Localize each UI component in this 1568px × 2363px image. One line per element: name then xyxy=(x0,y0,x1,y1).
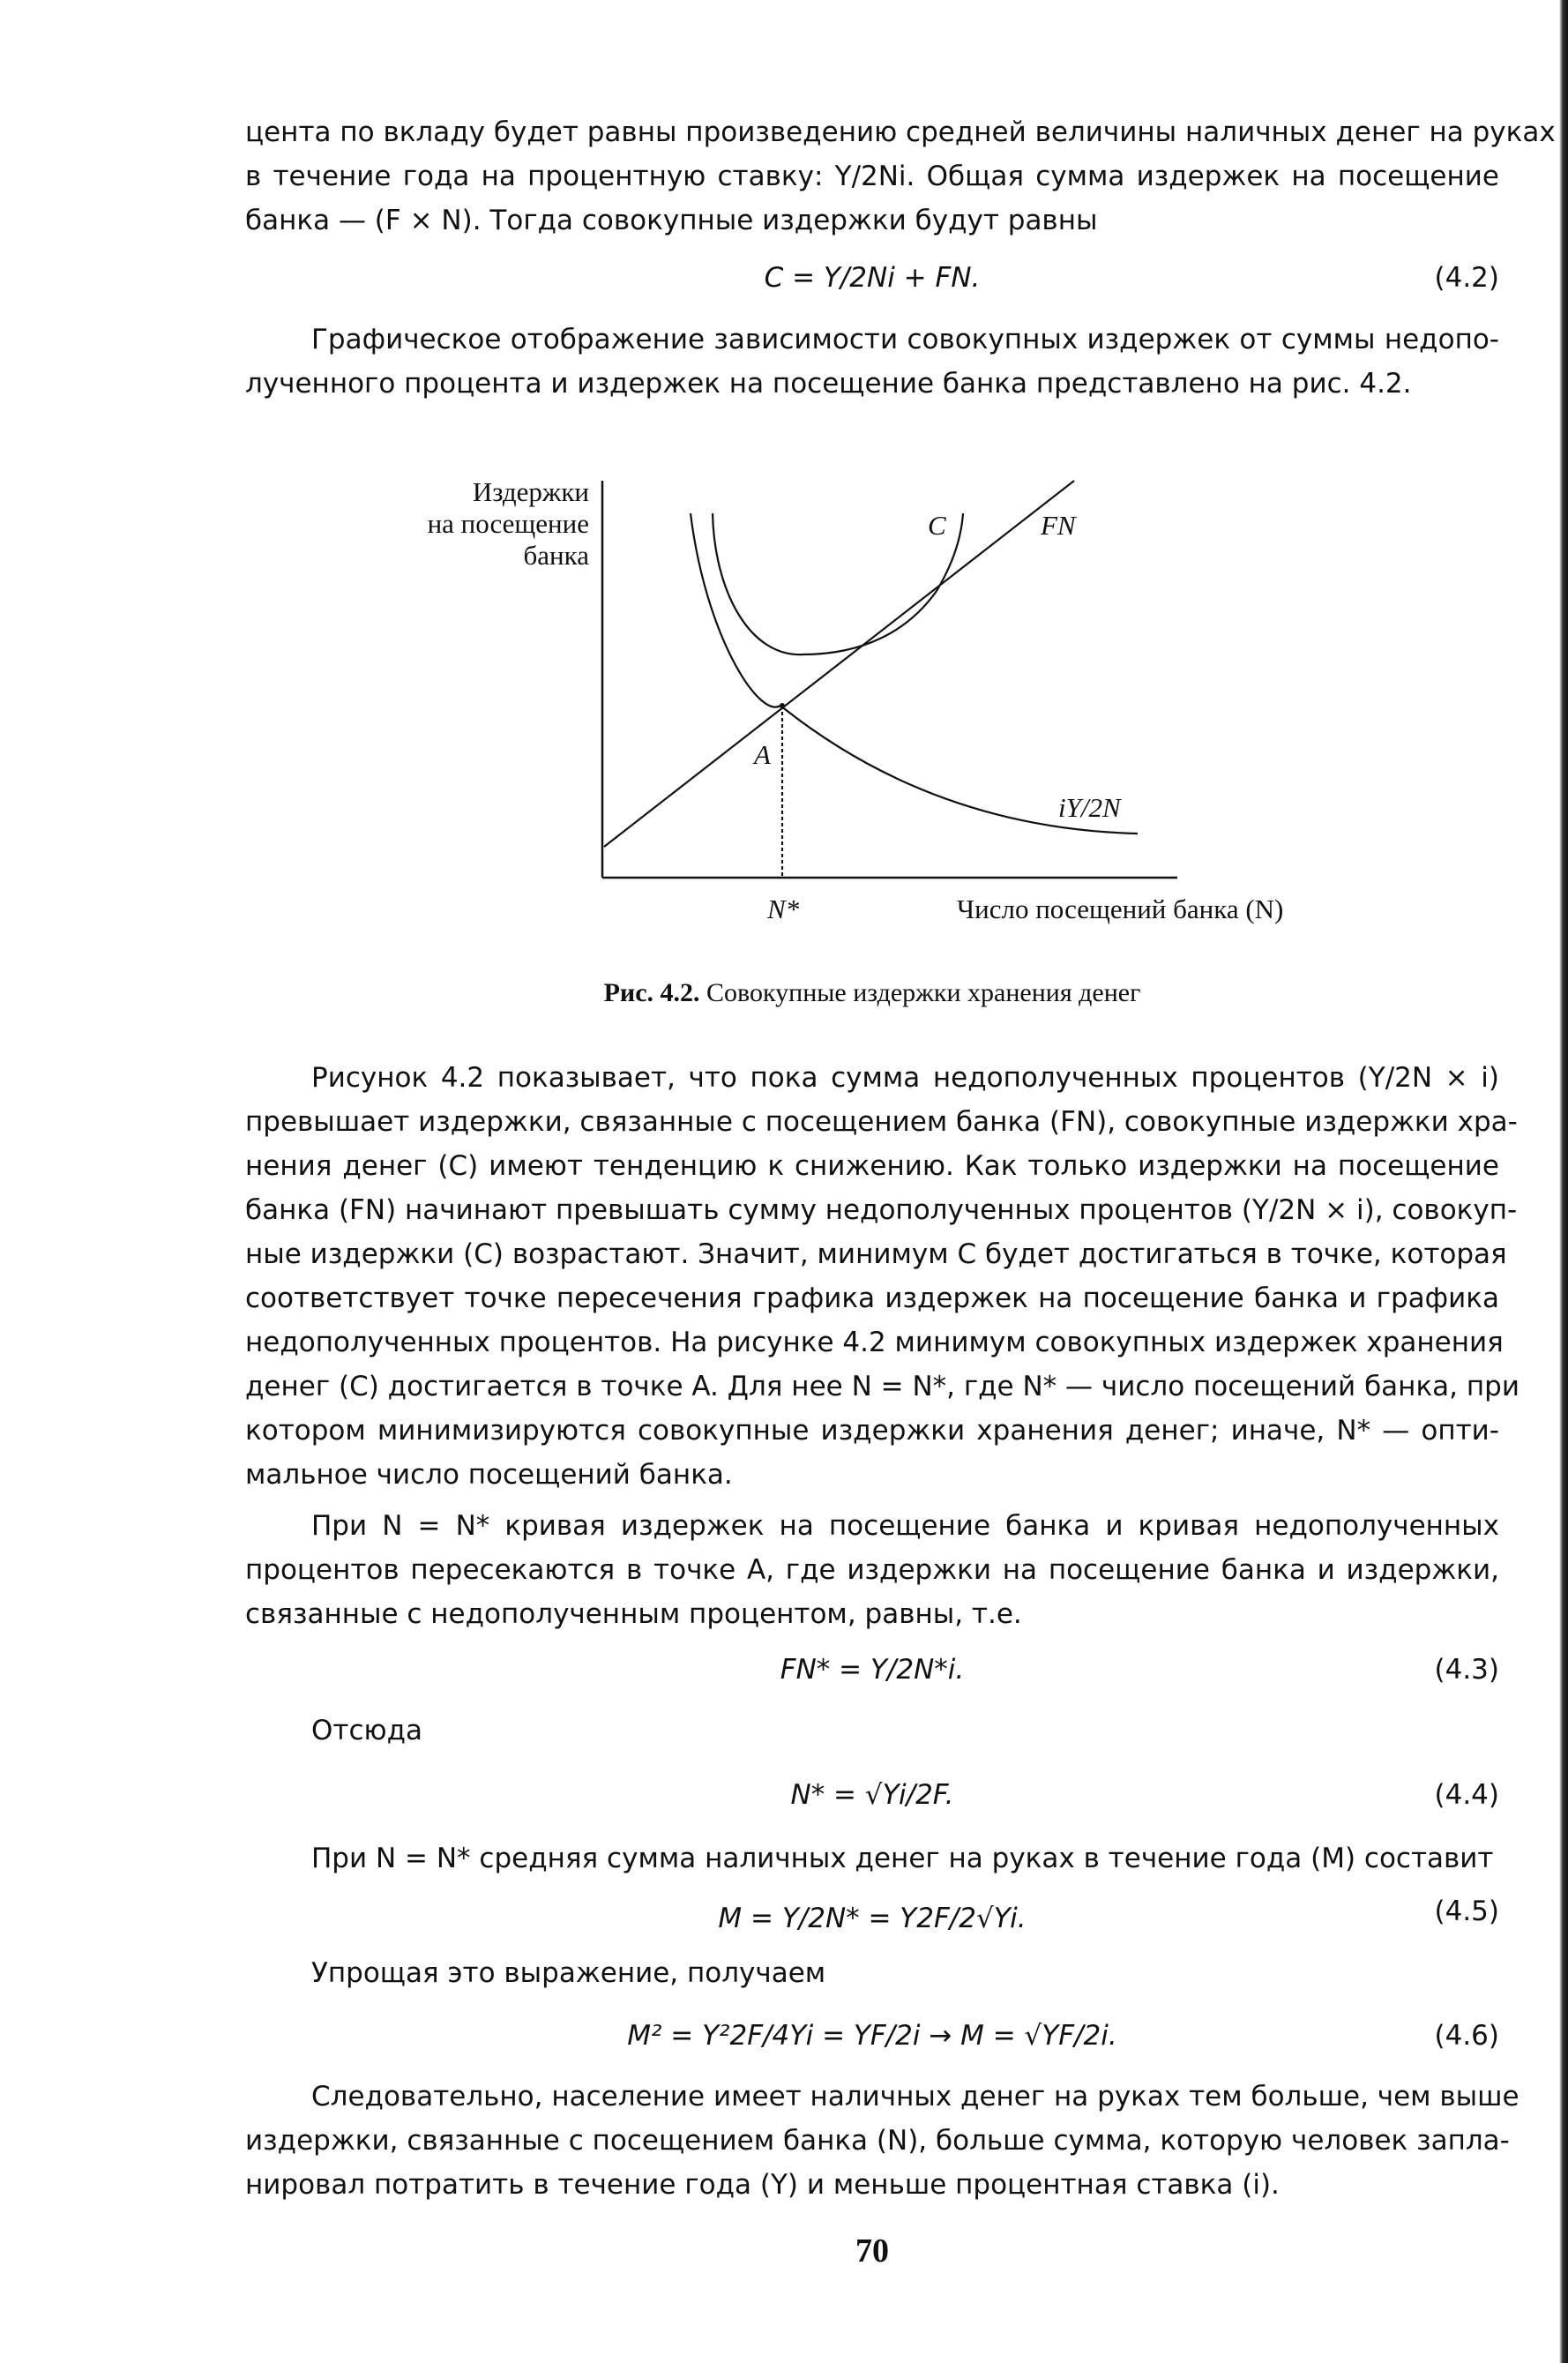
equation-4-5 xyxy=(245,1896,1499,1941)
paragraph-6 xyxy=(245,1836,1499,1881)
text-line: издержки, связанные с посещением банка (N), больше сумма, которую человек запла- xyxy=(245,2125,1510,2157)
text-line: лученного процента и издержек на посещение банка представлено на рис. 4.2. xyxy=(245,368,1412,400)
equation-4-2 xyxy=(245,256,1499,300)
text-line: недополученных процентов. На рисунке 4.2 минимум совокупных издержек хранения xyxy=(245,1327,1504,1358)
text-line: Графическое отображение зависимости совокупных издержек от суммы недопо- xyxy=(311,324,1499,355)
text-line: При N = N* средняя сумма наличных денег на руках в течение года (M) составит xyxy=(311,1843,1494,1874)
total-cost-curve xyxy=(713,513,963,654)
curve-interest-label: iY/2N xyxy=(1058,792,1121,823)
equation-4-4 xyxy=(245,1773,1499,1817)
figure-caption xyxy=(245,976,1499,1011)
equation-number: (4.2) xyxy=(1434,262,1499,294)
cost-chart xyxy=(0,459,1568,953)
figure-4-2 xyxy=(0,459,1568,953)
x-axis-label: Число посещений банка (N) xyxy=(957,894,1284,924)
text-line: связанные с недополученным процентом, равны, т.е. xyxy=(245,1598,1022,1630)
curve-fn-label: FN xyxy=(1041,510,1076,541)
equation-number: (4.5) xyxy=(1434,1896,1499,1927)
point-a-marker xyxy=(780,703,785,708)
text-line: соответствует точке пересечения графика издержек на посещение банка и графика xyxy=(245,1282,1499,1314)
y-axis-label-line: банка xyxy=(523,540,589,571)
curve-c-label: C xyxy=(928,510,946,541)
equation-number: (4.6) xyxy=(1434,2020,1499,2052)
text-line: При N = N* кривая издержек на посещение банка и кривая недополученных xyxy=(311,1510,1499,1542)
text-line: Рисунок 4.2 показывает, что пока сумма недополученных процентов (Y/2N × i) xyxy=(311,1062,1499,1094)
interest-curve xyxy=(691,513,1138,834)
paragraph-1 xyxy=(245,110,1556,243)
x-marker-label: N* xyxy=(767,894,800,924)
text-line: ные издержки (C) возрастают. Значит, минимум C будет достигаться в точке, которая xyxy=(245,1238,1507,1270)
text-line: банка (FN) начинают превышать сумму недополученных процентов (Y/2N × i), совокуп- xyxy=(245,1194,1518,1226)
text-line: нировал потратить в течение года (Y) и меньше процентная ставка (i). xyxy=(245,2169,1280,2201)
paragraph-2 xyxy=(245,318,1499,406)
equation-number: (4.3) xyxy=(1434,1654,1499,1686)
text-line: денег (C) достигается в точке A. Для нее N = N*, где N* — число посещений банка, при xyxy=(245,1371,1519,1402)
equation-number: (4.4) xyxy=(1434,1779,1499,1811)
equation-expression: C = Y/2Ni + FN. xyxy=(764,262,981,294)
equation-expression: N* = √Yi/2F. xyxy=(790,1779,954,1811)
page-number: 70 xyxy=(855,2232,889,2270)
text-line: банка — (F × N). Тогда совокупные издержки будут равны xyxy=(245,205,1098,236)
paragraph-4 xyxy=(245,1504,1499,1636)
equation-expression: M² = Y²2F/4Yi = YF/2i → M = √YF/2i. xyxy=(627,2020,1117,2052)
text-line: мальное число посещений банка. xyxy=(245,1459,733,1491)
text-line: превышает издержки, связанные с посещением банка (FN), совокупные издержки хра- xyxy=(245,1106,1518,1138)
paragraph-5 xyxy=(245,1709,1499,1753)
text-line: нения денег (C) имеют тенденцию к снижению. Как только издержки на посещение xyxy=(245,1150,1499,1182)
text-line: Отсюда xyxy=(311,1715,423,1746)
caption-text: Совокупные издержки хранения денег xyxy=(706,978,1141,1007)
text-line: цента по вкладу будет равны произведению средней величины наличных денег на руках xyxy=(245,116,1556,148)
equation-4-6 xyxy=(245,2014,1499,2058)
caption-prefix: Рис. 4.2. xyxy=(603,978,700,1007)
paragraph-8 xyxy=(245,2075,1519,2207)
y-axis-label-line: на посещение xyxy=(427,508,589,539)
equation-4-3 xyxy=(245,1648,1499,1692)
point-a-label: A xyxy=(754,739,771,770)
scan-edge xyxy=(1559,0,1568,2363)
text-line: Следовательно, население имеет наличных денег на руках тем больше, чем выше xyxy=(311,2081,1519,2112)
fn-line xyxy=(604,481,1074,847)
paragraph-3 xyxy=(245,1056,1519,1497)
equation-expression: M = Y/2N* = Y2F/2√Yi. xyxy=(718,1903,1027,1934)
text-line: Упрощая это выражение, получаем xyxy=(311,1957,826,1989)
equation-expression: FN* = Y/2N*i. xyxy=(780,1654,965,1686)
y-axis-label-line: Издержки xyxy=(472,476,589,507)
paragraph-7 xyxy=(245,1951,1499,1995)
text-line: процентов пересекаются в точке A, где издержки на посещение банка и издержки, xyxy=(245,1554,1499,1586)
text-line: котором минимизируются совокупные издержки хранения денег; иначе, N* — опти- xyxy=(245,1415,1499,1447)
text-line: в течение года на процентную ставку: Y/2Ni. Общая сумма издержек на посещение xyxy=(245,161,1499,192)
